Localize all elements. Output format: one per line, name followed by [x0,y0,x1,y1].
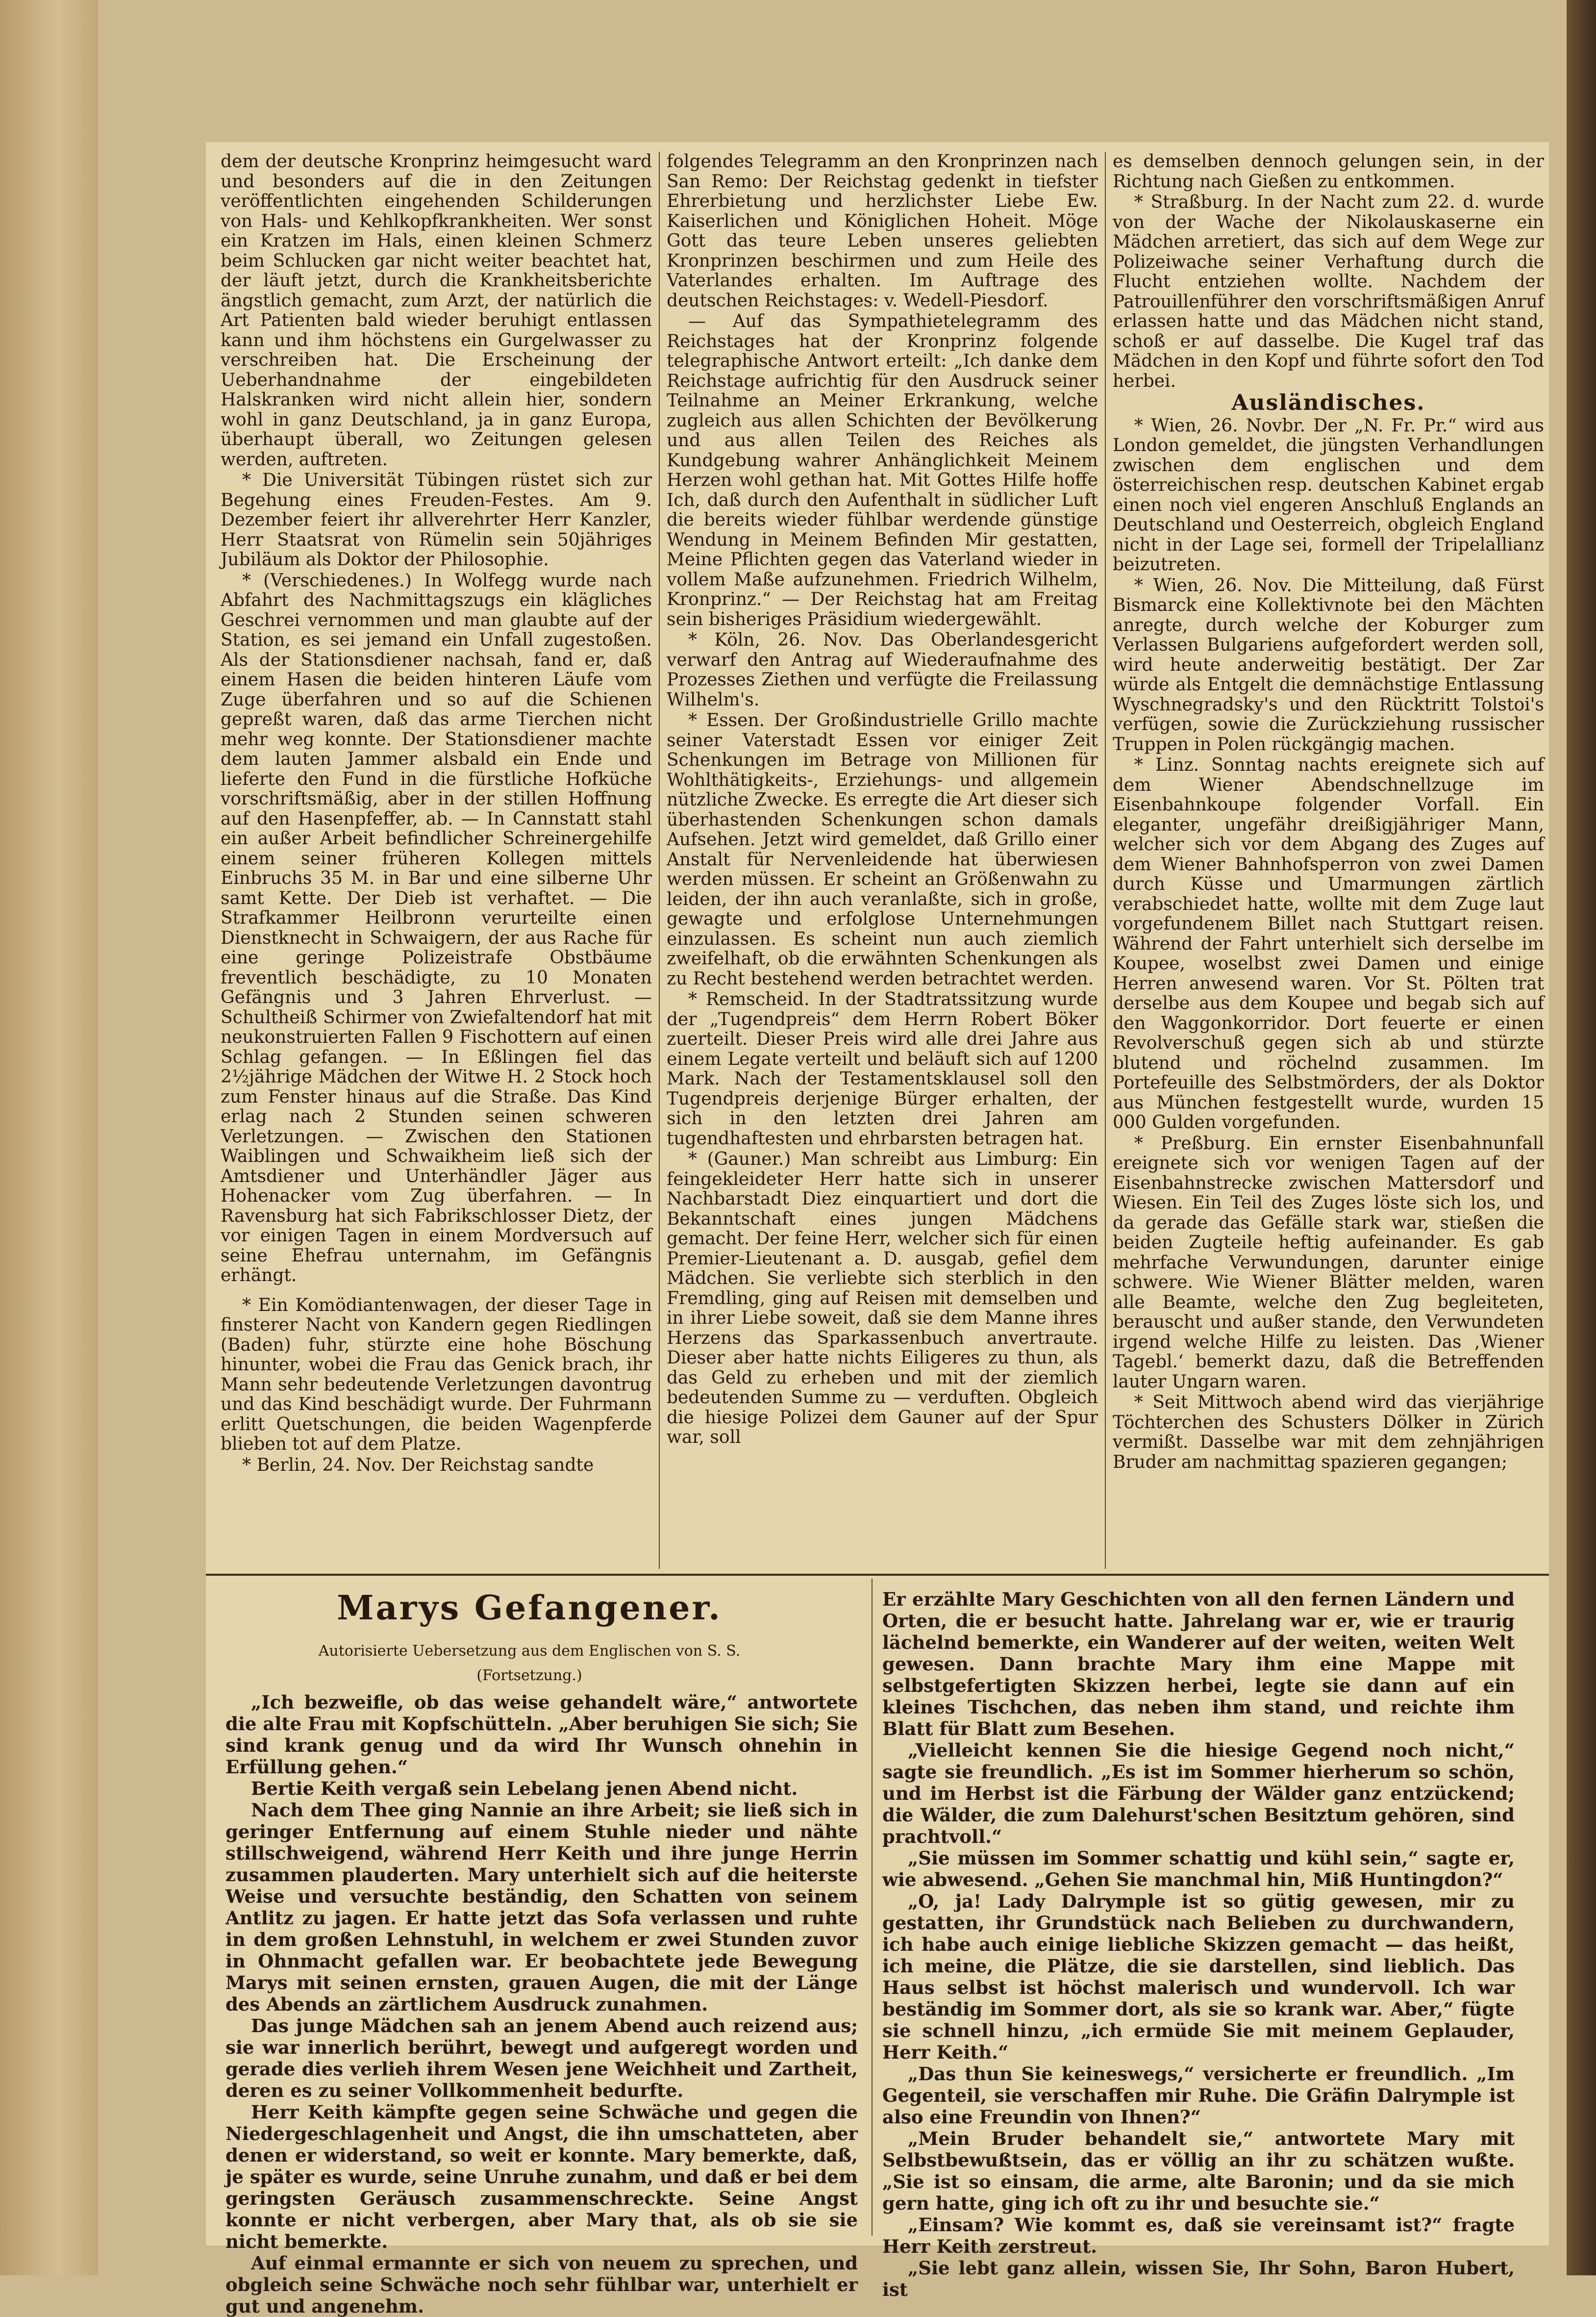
story-title: Marys Gefangener. [337,1588,722,1628]
story-paragraph: Bertie Keith vergaß sein Lebelang jenen Abend nicht. [251,1778,798,1799]
story-column-right [882,1588,1515,2300]
column-2 [667,152,1098,1449]
article-paragraph: * Ein Komödiantenwagen, der dieser Tage in finsterer Nacht von Kandern gegen Riedlingen (Baden) fuhr, stürzte eine hohe Böschung hinunter, wobei die Frau das Genick brach, ihr Mann sehr bedeutende Verletzungen davontrug und das Kind beschädigt wurde. Der Fuhrmann erlitt Quetschungen, die beiden Wagenpferde blieben tot auf dem Platze. [221,1295,652,1454]
book-page-stack [0,0,98,2275]
story-continued-note: (Fortsetzung.) [476,1667,582,1684]
article-paragraph: * Straßburg. In der Nacht zum 22. d. wurde von der Wache der Nikolauskaserne ein Mädchen arretiert, das sich auf dem Wege zur Polizeiwache seiner Verhaftung durch die Flucht entziehen wollte. Nachdem der Patrouillenführer den vorschriftsmäßigen Anruf erlassen hatte und das Mädchen nicht stand, schoß er auf dasselbe. Die Kugel traf das Mädchen in den Kopf und führte sofort den Tod herbei. [1113,192,1544,391]
article-paragraph: — Auf das Sympathietelegramm des Reichstages hat der Kronprinz folgende telegraphische Antwort erteilt: „Ich danke dem Reichstage aufrichtig für den Ausdruck seiner Teilnahme an Meiner Erkrankung, welche zugleich aus allen Schichten der Bevölkerung und aus allen Teilen des Reiches als Kundgebung wahrer Anhänglichkeit Meinem Herzen wohl gethan hat. Mit Gottes Hilfe hoffe Ich, daß durch den Aufenthalt in südlicher Luft die bereits wieder fühlbar werdende günstige Wendung in Meinem Befinden Mir gestatten, Meine Pflichten gegen das Vaterland wieder in vollem Maße aufzunehmen. Friedrich Wilhelm, Kronprinz.“ — Der Reichstag hat am Freitag sein bisheriges Präsidium wiedergewählt. [667,311,1098,630]
article-paragraph: * Linz. Sonntag nachts ereignete sich auf dem Wiener Abendschnellzuge im Eisenbahnkoupe folgender Vorfall. Ein eleganter, ungefähr dreißigjähriger Mann, welcher sich vor dem Abgang des Zuges auf dem Wiener Bahnhofsperron von zwei Damen durch Küsse und Umarmungen zärtlich verabschiedet hatte, wollte mit dem Zuge laut vorgefundenem Billet nach Stuttgart reisen. Während der Fahrt unterhielt sich derselbe im Koupee, woselbst zwei Damen und einige Herren anwesend waren. Vor St. Pölten trat derselbe aus dem Koupee und begab sich auf den Waggonkorridor. Dort feuerte er einen Revolverschuß gegen sich ab und stürzte blutend und röchelnd zusammen. Im Portefeuille des Selbstmörders, der als Doktor aus München festgestellt wurde, wurden 15 000 Gulden vorgefunden. [1113,755,1544,1133]
article-paragraph: * Wien, 26. Novbr. Der „N. Fr. Pr.“ wird aus London gemeldet, die jüngsten Verhandlungen zwischen dem englischen und dem österreichischen resp. deutschen Kabinet ergab einen noch viel engeren Anschluß Englands an Deutschland und Oesterreich, obgleich England nicht in der Lage sei, formell der Tripelallianz beizutreten. [1113,415,1544,575]
column-divider [1105,152,1106,1569]
feuilleton-divider [206,1574,1549,1576]
article-paragraph: * (Verschiedenes.) In Wolfegg wurde nach Abfahrt des Nachmittagszugs ein klägliches Geschrei vernommen und man glaubte auf der Station, es sei jemand ein Unfall zugestoßen. Als der Stationsdiener nachsah, fand er, daß einem Hasen die beiden hinteren Läufe vom Zuge überfahren und so auf die Schienen gepreßt waren, daß das arme Tierchen nicht mehr weg konnte. Der Stationsdiener machte dem lauten Jammer alsbald ein Ende und lieferte den Fund in die fürstliche Hofküche vorschriftsmäßig, aber in der stillen Hoffnung auf den Hasenpfeffer, ab. — In Cannstatt stahl ein außer Arbeit befindlicher Schreinergehilfe einem seiner früheren Kollegen mittels Einbruchs 35 M. in Bar und eine silberne Uhr samt Kette. Der Dieb ist verhaftet. — Die Strafkammer Heilbronn verurteilte einen Dienstknecht in Schwaigern, der aus Rache für eine geringe Polizeistrafe Obstbäume freventlich beschädigte, zu 10 Monaten Gefängnis und 3 Jahren Ehrverlust. — Schultheiß Schirmer von Zwiefaltendorf hat mit neukonstruierten Fallen 9 Fischottern auf einen Schlag gefangen. — In Eßlingen fiel das 2½jährige Mädchen der Witwe H. 2 Stock hoch zum Fenster hinaus auf die Straße. Das Kind erlag nach 2 Stunden seinen schweren Verletzungen. — Zwischen den Stationen Waiblingen und Schwaikheim ließ sich der Amtsdiener und Unterhändler Jäger aus Hohenacker vom Zug überfahren. — In Ravensburg hat sich Fabrikschlosser Dietz, der vor einigen Tagen in einem Mordversuch auf seine Ehefrau unternahm, im Gefängnis erhängt. [221,570,652,1285]
story-paragraph: Auf einmal ermannte er sich von neuem zu sprechen, und obgleich seine Schwäche noch sehr fühlbar war, unterhielt er gut und angenehm. [225,2252,858,2317]
column-3 [1113,152,1544,1473]
story-column-divider [872,1579,873,2236]
article-paragraph: * Köln, 26. Nov. Das Oberlandesgericht verwarf den Antrag auf Wiederaufnahme des Prozesses Ziethen und verfügte die Freilassung Wilhelm's. [667,630,1098,710]
story-paragraph: „Sie müssen im Sommer schattig und kühl sein,“ sagte er, wie abwesend. „Gehen Sie manchmal hin, Miß Huntingdon?“ [882,1847,1515,1890]
story-subtitle: Autorisierte Uebersetzung aus dem Englischen von S. S. [318,1642,741,1660]
story-paragraph: „Einsam? Wie kommt es, daß sie vereinsamt ist?“ fragte Herr Keith zerstreut. [882,2214,1515,2257]
story-paragraph: „Das thun Sie keineswegs,“ versicherte er freundlich. „Im Gegenteil, sie verschaffen mir Ruhe. Die Gräfin Dalrymple ist also eine Freundin von Ihnen?“ [882,2063,1515,2128]
article-paragraph: * Essen. Der Großindustrielle Grillo machte seiner Vaterstadt Essen vor einiger Zeit Schenkungen im Betrage von Millionen für Wohlthätigkeits-, Erziehungs- und allgemein nützliche Zwecke. Es erregte die Art dieser sich überhastenden Schenkungen schon damals Aufsehen. Jetzt wird gemeldet, daß Grillo einer Anstalt für Nervenleidende hat überwiesen werden müssen. Er scheint an Größenwahn zu leiden, der ihn auch veranlaßte, sich in große, gewagte und erfolglose Unternehmungen einzulassen. Es scheint nun auch ziemlich zweifelhaft, ob die erwähnten Schenkungen als zu Recht bestehend werden betrachtet werden. [667,710,1098,989]
article-paragraph: * Preßburg. Ein ernster Eisenbahnunfall ereignete sich vor wenigen Tagen auf der Eisenbahnstrecke zwischen Mattersdorf und Wiesen. Ein Teil des Zuges löste sich los, und da gerade das Gefälle stark war, stießen die beiden Zugteile heftig aufeinander. Es gab mehrfache Verwundungen, darunter einige schwere. Wie Wiener Blätter melden, waren alle Beamte, welche den Zug begleiteten, berauscht und außer stande, den Verwundeten irgend welche Hilfe zu leisten. Das ‚Wiener Tagebl.‘ bemerkt dazu, daß die Betreffenden lauter Ungarn waren. [1113,1133,1544,1392]
article-paragraph: * Seit Mittwoch abend wird das vierjährige Töchterchen des Schusters Dölker in Zürich vermißt. Dasselbe war mit dem zehnjährigen Bruder am nachmittag spazieren gegangen; [1113,1392,1544,1472]
column-divider [659,152,660,1569]
story-paragraph: „O, ja! Lady Dalrymple ist so gütig gewesen, mir zu gestatten, ihr Grundstück nach Belieben zu durchwandern, ich habe auch einige liebliche Skizzen gemacht — das heißt, ich meine, die Plätze, die sie darstellen, sind lieblich. Das Haus selbst ist höchst malerisch und wundervoll. Ich war beständig im Sommer dort, als sie so krank war. Aber,“ fügte sie schnell hinzu, „ich ermüde Sie mit meinem Geplauder, Herr Keith.“ [882,1890,1515,2063]
story-paragraph: „Mein Bruder behandelt sie,“ antwortete Mary mit Selbstbewußtsein, das er völlig an ihr zu schätzen wußte. „Sie ist so einsam, die arme, alte Baronin; und da sie mich gern hatte, ging ich oft zu ihr und besuchte sie.“ [882,2128,1515,2214]
story-paragraph: Er erzählte Mary Geschichten von all den fernen Ländern und Orten, die er besucht hatte. Jahrelang war er, wie er traurig lächelnd bemerkte, ein Wanderer auf der weiten, weiten Welt gewesen. Dann brachte Mary ihm eine Mappe mit selbstgefertigten Skizzen herbei, legte sie dann auf ein kleines Tischchen, das neben ihm stand, und reichte ihm Blatt für Blatt zum Besehen. [882,1588,1515,1739]
story-paragraph: „Sie lebt ganz allein, wissen Sie, Ihr Sohn, Baron Hubert, ist [882,2257,1515,2300]
article-paragraph: * (Gauner.) Man schreibt aus Limburg: Ein feingekleideter Herr hatte sich in unserer Nachbarstadt Diez einquartiert und dort die Bekanntschaft eines jungen Mädchens gemacht. Der feine Herr, welcher sich für einen Premier-Lieutenant a. D. ausgab, gefiel dem Mädchen. Sie verliebte sich sterblich in den Fremdling, ging auf Reisen mit demselben und in ihrer Liebe soweit, daß sie dem Manne ihres Herzens das Sparkassenbuch anvertraute. Dieser aber hatte nichts Eiligeres zu thun, als das Geld zu erheben und mit der ziemlich bedeutenden Summe zu — verduften. Obgleich die hiesige Polizei dem Gauner auf der Spur war, soll [667,1149,1098,1447]
article-paragraph: * Die Universität Tübingen rüstet sich zur Begehung eines Freuden-Festes. Am 9. Dezember feiert ihr allverehrter Herr Kanzler, Herr Staatsrat von Rümelin sein 50jähriges Jubiläum als Doktor der Philosophie. [221,470,652,570]
story-column-left [225,1691,858,2317]
article-paragraph: * Wien, 26. Nov. Die Mitteilung, daß Fürst Bismarck eine Kollektivnote bei den Mächten anregte, durch welche der Koburger zum Verlassen Bulgariens aufgefordert werden soll, wird heute anderweitig bestätigt. Der Zar würde als Entgelt die demnächstige Entlassung Wyschnegradsky's und den Rücktritt Tolstoi's verfügen, sowie die Zurückziehung russischer Truppen in Polen rückgängig machen. [1113,575,1544,755]
story-paragraph: „Vielleicht kennen Sie die hiesige Gegend noch nicht,“ sagte sie freundlich. „Es ist im Sommer hierherum so schön, und im Herbst ist die Färbung der Wälder ganz entzückend; die Wälder, die zum Dalehurst'schen Besitztum gehören, sind prachtvoll.“ [882,1739,1515,1847]
article-paragraph: * Remscheid. In der Stadtratssitzung wurde der „Tugendpreis“ dem Herrn Robert Böker zuerteilt. Dieser Preis wird alle drei Jahre aus einem Legate verteilt und beläuft sich auf 1200 Mark. Nach der Testamentsklausel soll den Tugendpreis derjenige Bürger erhalten, der sich in den letzten drei Jahren am tugendhaftesten und ehrbarsten betragen hat. [667,989,1098,1149]
story-paragraph: Nach dem Thee ging Nannie an ihre Arbeit; sie ließ sich in geringer Entfernung auf einem Stuhle nieder und nähte stillschweigend, während Herr Keith und ihre junge Herrin zusammen plauderten. Mary unterhielt sich auf die heiterste Weise und versuchte beständig, den Schatten von seinem Antlitz zu jagen. Er hatte jetzt das Sofa verlassen und ruhte in dem großen Lehnstuhl, in welchem er zwei Stunden zuvor in Ohnmacht gefallen war. Er beobachtete jede Bewegung Marys mit seinen ernsten, grauen Augen, die mit der Länge des Abends an zärtlichem Ausdruck zunahmen. [225,1799,858,2015]
article-paragraph: folgendes Telegramm an den Kronprinzen nach San Remo: Der Reichstag gedenkt in tiefster Ehrerbietung und herzlichster Liebe Ew. Kaiserlichen und Königlichen Hoheit. Möge Gott das teure Leben unseres geliebten Kronprinzen beschirmen und zum Heile des Vaterlandes erhalten. Im Auftrage des deutschen Reichstages: v. Wedell-Piesdorf. [667,151,1098,311]
article-paragraph: dem der deutsche Kronprinz heimgesucht ward und besonders auf die in den Zeitungen veröffentlichten eingehenden Schilderungen von Hals- und Kehlkopfkrankheiten. Wer sonst ein Kratzen im Hals, einen kleinen Schmerz beim Schlucken gar nicht weiter beachtet hat, der läuft jetzt, durch die Krankheitsberichte ängstlich gemacht, zum Arzt, der natürlich die Art Patienten bald wieder beruhigt entlassen kann und ihm höchstens ein Gurgelwasser zu verschreiben hat. Die Erscheinung der Ueberhandnahme der eingebildeten Halskranken wird nicht allein hier, sondern wohl in ganz Deutschland, ja in ganz Europa, überhaupt überall, wo Zeitungen gelesen werden, auftreten. [221,151,652,470]
article-paragraph: * Berlin, 24. Nov. Der Reichstag sandte [242,1455,594,1475]
article-paragraph: es demselben dennoch gelungen sein, in der Richtung nach Gießen zu entkommen. [1113,151,1544,192]
newspaper-page [206,142,1549,2317]
column-1 [221,152,652,1476]
story-paragraph: Das junge Mädchen sah an jenem Abend auch reizend aus; sie war innerlich berührt, bewegt und aufgeregt worden und gerade dies verlieh ihrem Wesen jene Weichheit und Zartheit, deren es zu seiner Vollkommenheit bedurfte. [225,2015,858,2101]
story-paragraph: Herr Keith kämpfte gegen seine Schwäche und gegen die Niedergeschlagenheit und Angst, die ihn umschatteten, aber denen er widerstand, so weit er konnte. Mary bemerkte, daß, je später es wurde, seine Unruhe zunahm, und daß er bei dem geringsten Geräusch zusammenschreckte. Seine Angst konnte er nicht verbergen, aber Mary that, als ob sie sie nicht bemerkte. [225,2101,858,2252]
book-binding-edge [1567,0,1596,2275]
story-paragraph: „Ich bezweifle, ob das weise gehandelt wäre,“ antwortete die alte Frau mit Kopfschütteln. „Aber beruhigen Sie sich; Sie sind krank genug und da wird Ihr Wunsch ohnehin in Erfüllung gehen.“ [225,1691,858,1778]
section-heading: Ausländisches. [1231,390,1425,415]
